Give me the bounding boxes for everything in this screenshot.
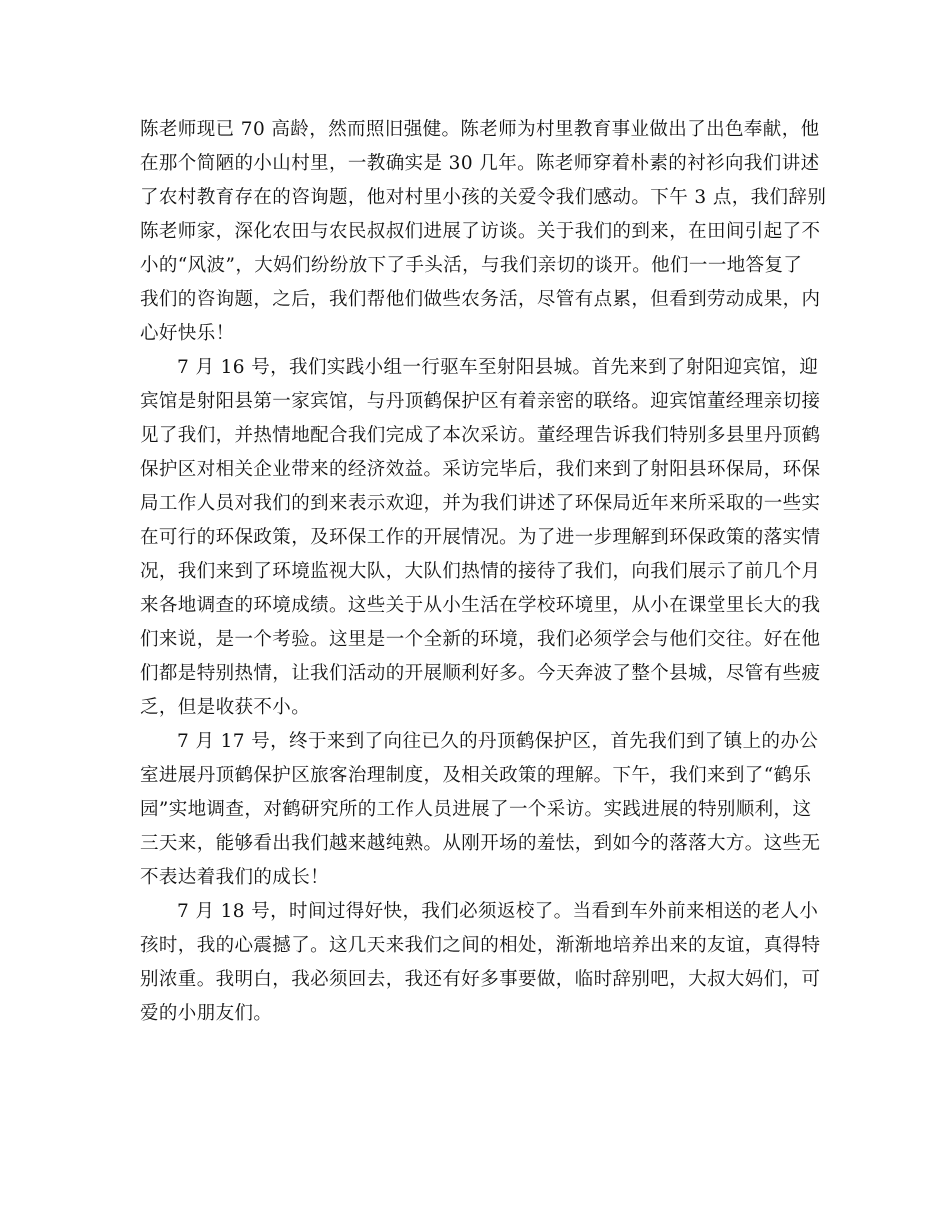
text-line: 7 月 18 号，时间过得好快，我们必须返校了。当看到车外前来相送的老人小 — [177, 901, 819, 922]
text-line: 7 月 16 号，我们实践小组一行驱车至射阳县城。首先来到了射阳迎宾馆，迎 — [177, 357, 819, 378]
text-line: 乏，但是收获不小。 — [140, 697, 311, 718]
text-line: 们都是特别热情，让我们活动的开展顺利好多。今天奔波了整个县城，尽管有些疲 — [140, 663, 821, 684]
text-line: 室进展丹顶鹤保护区旅客治理制度，及相关政策的理解。下午，我们来到了“鹤乐 — [140, 765, 812, 786]
paragraph-4 — [140, 895, 820, 1031]
text-line: 小的“风波”，大妈们纷纷放下了手头活，与我们亲切的谈开。他们一一地答复了 — [140, 255, 803, 276]
text-line: 别浓重。我明白，我必须回去，我还有好多事要做，临时辞别吧，大叔大妈们，可 — [140, 969, 821, 990]
text-line: 宾馆是射阳县第一家宾馆，与丹顶鹤保护区有着亲密的联络。迎宾馆董经理亲切接 — [140, 391, 821, 412]
text-line: 不表达着我们的成长！ — [140, 867, 330, 888]
text-line: 了农村教育存在的咨询题，他对村里小孩的关爱令我们感动。下午 3 点，我们辞别 — [140, 187, 827, 208]
text-line: 保护区对相关企业带来的经济效益。采访完毕后，我们来到了射阳县环保局，环保 — [140, 459, 821, 480]
text-line: 陈老师现已 70 高龄，然而照旧强健。陈老师为村里教育事业做出了出色奉献，他 — [140, 119, 820, 140]
text-line: 在那个简陋的小山村里，一教确实是 30 几年。陈老师穿着朴素的衬衫向我们讲述 — [140, 153, 820, 174]
text-line: 陈老师家，深化农田与农民叔叔们进展了访谈。关于我们的到来，在田间引起了不 — [140, 221, 821, 242]
text-line: 孩时，我的心震撼了。这几天来我们之间的相处，渐渐地培养出来的友谊，真得特 — [140, 935, 821, 956]
text-line: 况，我们来到了环境监视大队，大队们热情的接待了我们，向我们展示了前几个月 — [140, 561, 821, 582]
paragraph-2 — [140, 351, 820, 725]
text-line: 园”实地调查，对鹤研究所的工作人员进展了一个采访。实践进展的特别顺利，这 — [140, 799, 812, 820]
text-line: 我们的咨询题，之后，我们帮他们做些农务活，尽管有点累，但看到劳动成果，内 — [140, 289, 821, 310]
text-line: 心好快乐！ — [140, 323, 235, 344]
text-line: 见了我们，并热情地配合我们完成了本次采访。董经理告诉我们特别多县里丹顶鹤 — [140, 425, 821, 446]
paragraph-1 — [140, 113, 827, 351]
paragraph-3 — [140, 725, 820, 895]
text-line: 在可行的环保政策，及环保工作的开展情况。为了进一步理解到环保政策的落实情 — [140, 527, 821, 548]
document-body — [140, 113, 827, 1031]
text-line: 们来说，是一个考验。这里是一个全新的环境，我们必须学会与他们交往。好在他 — [140, 629, 821, 650]
text-line: 三天来，能够看出我们越来越纯熟。从刚开场的羞怯，到如今的落落大方。这些无 — [140, 833, 821, 854]
text-line: 来各地调查的环境成绩。这些关于从小生活在学校环境里，从小在课堂里长大的我 — [140, 595, 821, 616]
text-line: 局工作人员对我们的到来表示欢迎，并为我们讲述了环保局近年来所采取的一些实 — [140, 493, 821, 514]
text-line: 爱的小朋友们。 — [140, 1003, 273, 1024]
text-line: 7 月 17 号，终于来到了向往已久的丹顶鹤保护区，首先我们到了镇上的办公 — [177, 731, 819, 752]
